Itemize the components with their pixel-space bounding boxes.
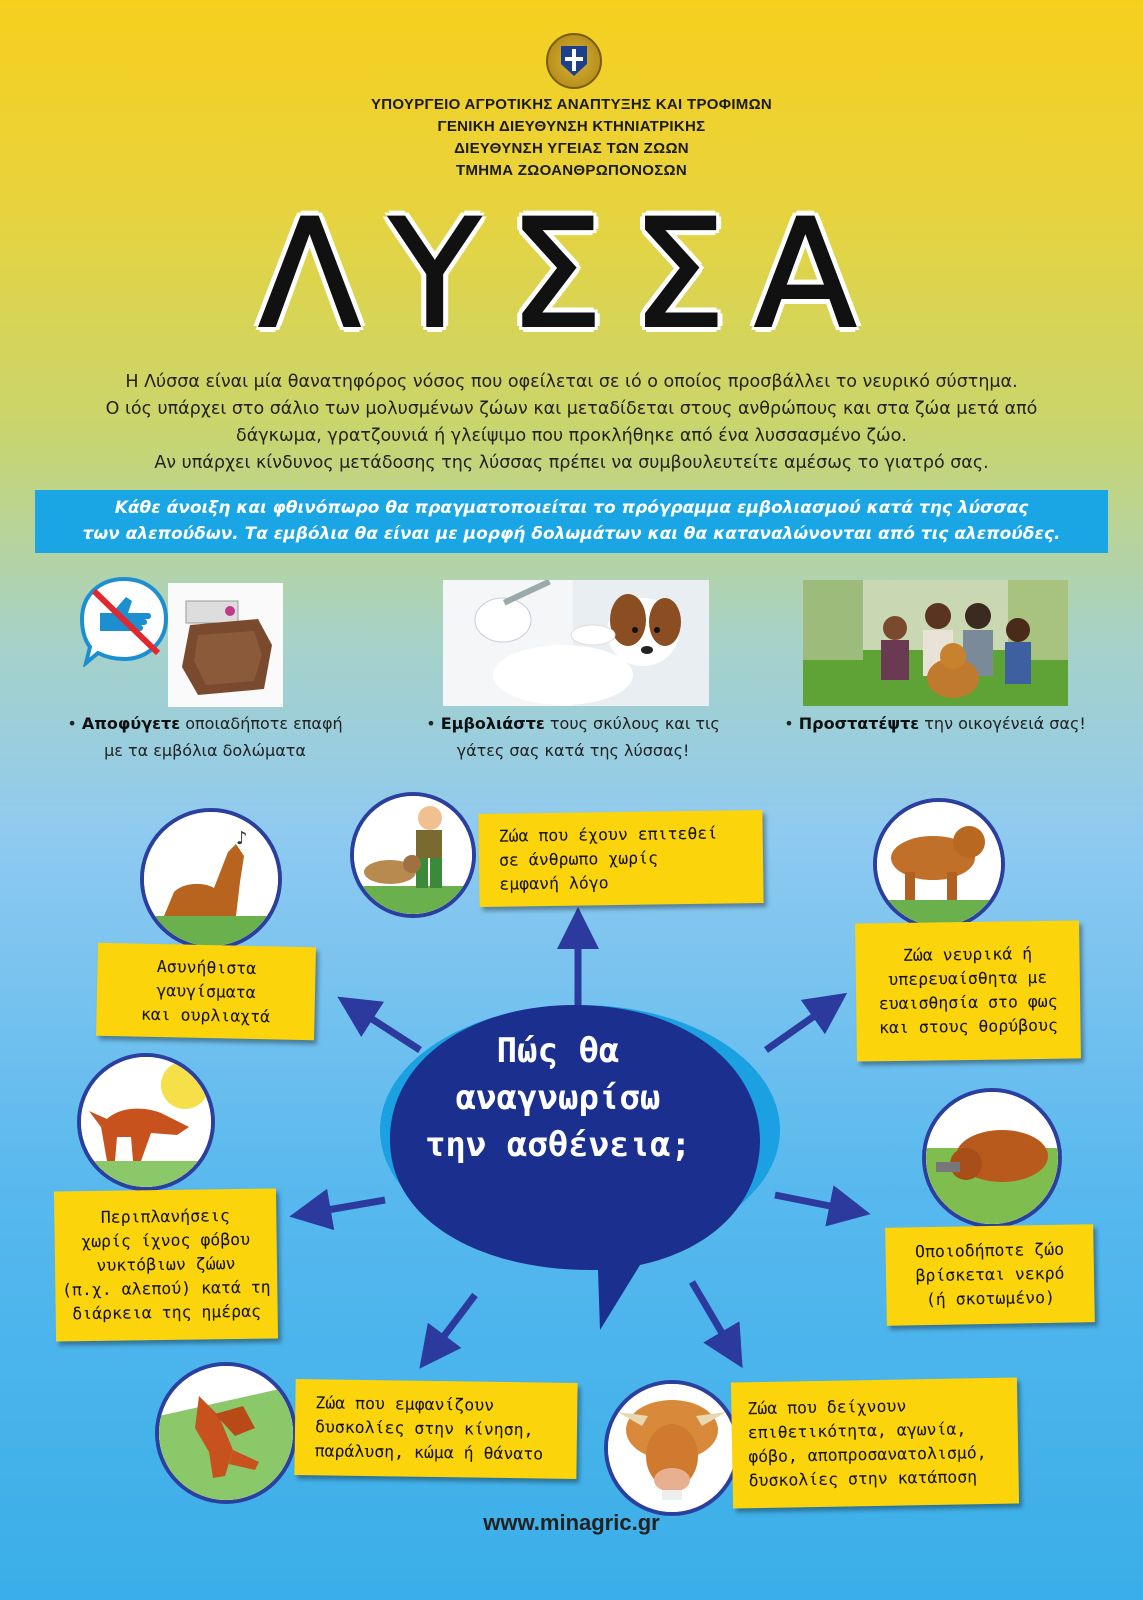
intro-line: Αν υπάρχει κίνδυνος μετάδοσης της λύσσας πρέπει να συμβουλευτείτε αμέσως το γιατρό σας. bbox=[154, 453, 989, 473]
sign-aggression bbox=[731, 1378, 1019, 1509]
sign-line: βρίσκεται νεκρό bbox=[915, 1263, 1065, 1286]
banner-line: Κάθε άνοιξη και φθινόπωρο θα πραγματοποιείται το πρόγραμμα εμβολιασμού κατά της λύσσας bbox=[114, 498, 1029, 518]
advice-caption-protect: • Προστατέψτε την οικογένειά σας! bbox=[784, 714, 1086, 733]
advice-caption-vaccinate: • Εμβολιάστε τους σκύλους και τις γάτες σας κατά της λύσσας! bbox=[408, 710, 738, 764]
sign-line: επιθετικότητα, αγωνία, bbox=[747, 1419, 967, 1443]
website-url[interactable]: www.minagric.gr bbox=[483, 1510, 660, 1535]
sign-line: σε άνθρωπο χωρίς bbox=[498, 847, 659, 870]
arrow-left bbox=[310, 1200, 385, 1213]
ministry-line: ΓΕΝΙΚΗ ΔΙΕΥΘΥΝΣΗ ΚΤΗΝΙΑΤΡΙΚΗΣ bbox=[437, 118, 706, 135]
fox-daytime-illustration bbox=[77, 1053, 215, 1191]
intro-line: Ο ιός υπάρχει στο σάλιο των μολυσμένων ζώων και μεταδίδεται στους ανθρώπους και στα ζώα μετά από bbox=[105, 399, 1038, 419]
sign-line: Ζώα νευρικά ή bbox=[902, 944, 1033, 965]
advice-text: τους σκύλους και τις bbox=[544, 714, 720, 733]
arrow-right bbox=[775, 1195, 850, 1210]
banner-line: των αλεπούδων. Τα εμβόλια θα είναι με μορφή δολωμάτων και θα καταναλώνονται από τις αλεπούδες. bbox=[82, 524, 1061, 544]
advice-text: οποιαδήποτε επαφή bbox=[180, 714, 343, 733]
sign-nervous bbox=[855, 920, 1081, 1061]
sign-line: και ουρλιαχτά bbox=[140, 1004, 271, 1026]
bull-illustration bbox=[604, 1380, 740, 1516]
intro-line: Η Λύσσα είναι μία θανατηφόρος νόσος που οφείλεται σε ιό ο οποίος προσβάλλει το νευρικό σύστημα. bbox=[125, 372, 1018, 392]
arrow-down-left bbox=[432, 1295, 475, 1352]
ministry-line: ΔΙΕΥΘΥΝΣΗ ΥΓΕΙΑΣ ΤΩΝ ΖΩΩΝ bbox=[454, 140, 689, 157]
sign-line: δυσκολίες στην κατάποση bbox=[748, 1467, 978, 1491]
sign-line: χωρίς ίχνος φόβου bbox=[81, 1229, 251, 1252]
sign-line: Περιπλανήσεις bbox=[100, 1206, 231, 1227]
ministry-line: ΤΜΗΜΑ ΖΩΟΑΝΘΡΩΠΟΝΟΣΩΝ bbox=[456, 162, 687, 179]
advice-bold: Εμβολιάστε bbox=[440, 714, 545, 733]
sign-line: υπερευαίσθητα με bbox=[888, 967, 1048, 990]
page-title: ΛΥΣΣΑ bbox=[258, 188, 885, 362]
ministry-line: ΥΠΟΥΡΓΕΙΟ ΑΓΡΟΤΙΚΗΣ ΑΝΑΠΤΥΞΗΣ ΚΑΙ ΤΡΟΦΙΜΩΝ bbox=[370, 96, 773, 113]
sign-line: και στους θορύβους bbox=[878, 1015, 1059, 1038]
howling-dog-illustration bbox=[140, 808, 282, 950]
arrow-down-right bbox=[692, 1282, 732, 1350]
sign-attack bbox=[478, 810, 763, 907]
sign-line: δυσκολίες στην κίνηση, bbox=[314, 1417, 534, 1440]
sign-line: Οποιοδήποτε ζώο bbox=[914, 1239, 1065, 1262]
paralysed-fox-illustration bbox=[155, 1362, 297, 1504]
svg-text:♪: ♪ bbox=[236, 828, 248, 849]
advice-text-line2: με τα εμβόλια δολώματα bbox=[104, 741, 306, 760]
intro-line: δάγκωμα, γρατζουνιά ή γλείψιμο που προκλήθηκε από ένα λυσσασμένο ζώο. bbox=[236, 426, 907, 446]
sign-paralysis bbox=[294, 1379, 577, 1479]
sign-wandering bbox=[54, 1188, 278, 1341]
sign-line: Ζώα που δείχνουν bbox=[747, 1396, 907, 1419]
sign-line: νυκτόβιων ζώων bbox=[96, 1254, 236, 1275]
sign-line: Ζώα που έχουν επιτεθεί bbox=[498, 823, 718, 846]
center-question bbox=[393, 1028, 723, 1169]
sign-line: Ασυνήθιστα bbox=[156, 956, 257, 978]
sign-line: (π.χ. αλεπού) κατά τη bbox=[61, 1277, 271, 1300]
center-line: Πώς θα bbox=[496, 1031, 620, 1071]
sign-line: διάρκεια της ημέρας bbox=[72, 1301, 262, 1324]
sign-line: ευαισθησία στο φως bbox=[878, 991, 1058, 1014]
attacking-dog-illustration bbox=[350, 792, 476, 918]
sign-line: παράλυση, κώμα ή θάνατο bbox=[314, 1441, 544, 1464]
sign-line: Ζώα που εμφανίζουν bbox=[315, 1393, 495, 1415]
dead-animal-illustration bbox=[922, 1088, 1062, 1228]
advice-text-line2: γάτες σας κατά της λύσσας! bbox=[456, 741, 690, 760]
advice-bold: Αποφύγετε bbox=[81, 714, 181, 733]
sign-howling bbox=[96, 943, 316, 1041]
sign-line: γαυγίσματα bbox=[156, 980, 256, 1002]
sign-line: φόβο, αποπροσανατολισμό, bbox=[748, 1443, 987, 1467]
center-line: αναγνωρίσω bbox=[455, 1078, 661, 1118]
advice-text: την οικογένειά σας! bbox=[919, 714, 1086, 733]
sign-dead bbox=[885, 1224, 1095, 1326]
sign-line: (ή σκοτωμένο) bbox=[925, 1287, 1056, 1310]
advice-bold: Προστατέψτε bbox=[798, 714, 920, 733]
center-line: την ασθένεια; bbox=[424, 1125, 692, 1165]
nervous-dog-illustration bbox=[873, 798, 1005, 930]
advice-caption-avoid: • Αποφύγετε οποιαδήποτε επαφή με τα εμβόλια δολώματα bbox=[40, 710, 370, 764]
sign-line: εμφανή λόγο bbox=[499, 872, 609, 894]
arrow-up-right bbox=[766, 1005, 830, 1050]
